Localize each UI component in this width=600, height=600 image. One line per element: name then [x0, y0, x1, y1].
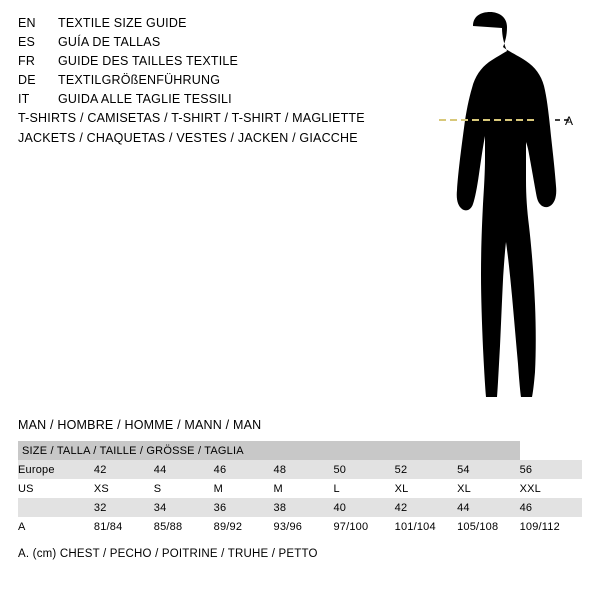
language-code: DE — [18, 73, 36, 87]
table-cell: 46 — [214, 460, 274, 479]
table-cell: XL — [395, 479, 457, 498]
language-code: EN — [18, 16, 36, 30]
language-title: TEXTILGRÖßENFÜHRUNG — [58, 73, 221, 87]
language-title: GUIDA ALLE TAGLIE TESSILI — [58, 92, 232, 106]
table-title: MAN / HOMBRE / HOMME / MANN / MAN — [18, 418, 262, 432]
table-cell: 44 — [154, 460, 214, 479]
table-cell: 105/108 — [457, 517, 519, 536]
table-cell: 34 — [154, 498, 214, 517]
language-title: GUÍA DE TALLAS — [58, 35, 161, 49]
category-tshirts: T-SHIRTS / CAMISETAS / T-SHIRT / T-SHIRT / MAGLIETTE — [18, 111, 365, 125]
table-cell: L — [333, 479, 394, 498]
category-block — [18, 111, 438, 151]
table-cell: 42 — [94, 460, 154, 479]
table-cell: 97/100 — [333, 517, 394, 536]
table-header-cell: SIZE / TALLA / TAILLE / GRÖSSE / TAGLIA — [22, 444, 244, 457]
size-table — [18, 441, 582, 536]
table-cell: 56 — [520, 460, 582, 479]
table-cell: 38 — [274, 498, 334, 517]
language-row — [18, 73, 418, 92]
table-cell: XL — [457, 479, 519, 498]
table-cell: 52 — [395, 460, 457, 479]
table-cell: 109/112 — [520, 517, 582, 536]
table-header-row — [18, 441, 582, 460]
silhouette-icon — [395, 12, 600, 412]
table-cell: 48 — [274, 460, 334, 479]
male-silhouette-figure — [395, 12, 600, 412]
language-row — [18, 92, 418, 111]
language-title: GUIDE DES TAILLES TEXTILE — [58, 54, 239, 68]
language-code: IT — [18, 92, 30, 106]
table-cell: 85/88 — [154, 517, 214, 536]
table-cell: 32 — [94, 498, 154, 517]
table-cell: M — [214, 479, 274, 498]
table-cell: 81/84 — [94, 517, 154, 536]
table-cell: 44 — [457, 498, 519, 517]
table-row — [18, 498, 582, 517]
language-code: FR — [18, 54, 36, 68]
table-row — [18, 460, 582, 479]
table-cell: 50 — [333, 460, 394, 479]
row-label — [18, 498, 94, 517]
table-cell: S — [154, 479, 214, 498]
table-cell: XS — [94, 479, 154, 498]
table-row — [18, 479, 582, 498]
chest-measure-label: A — [565, 114, 574, 128]
row-label: Europe — [18, 460, 94, 479]
language-code: ES — [18, 35, 36, 49]
table-cell: 40 — [333, 498, 394, 517]
language-row — [18, 54, 418, 73]
language-title: TEXTILE SIZE GUIDE — [58, 16, 187, 30]
language-row — [18, 35, 418, 54]
table-footnote: A. (cm) CHEST / PECHO / POITRINE / TRUHE / PETTO — [18, 548, 318, 560]
table-row — [18, 517, 582, 536]
language-header-block — [18, 16, 418, 111]
row-label: US — [18, 479, 94, 498]
table-cell: M — [274, 479, 334, 498]
table-cell: 93/96 — [274, 517, 334, 536]
table-cell: 101/104 — [395, 517, 457, 536]
table-cell: 36 — [214, 498, 274, 517]
category-jackets: JACKETS / CHAQUETAS / VESTES / JACKEN / GIACCHE — [18, 131, 358, 145]
table-cell: 46 — [520, 498, 582, 517]
row-label: A — [18, 517, 94, 536]
table-cell: XXL — [520, 479, 582, 498]
table-cell: 42 — [395, 498, 457, 517]
language-row — [18, 16, 418, 35]
table-cell: 54 — [457, 460, 519, 479]
table-cell: 89/92 — [214, 517, 274, 536]
